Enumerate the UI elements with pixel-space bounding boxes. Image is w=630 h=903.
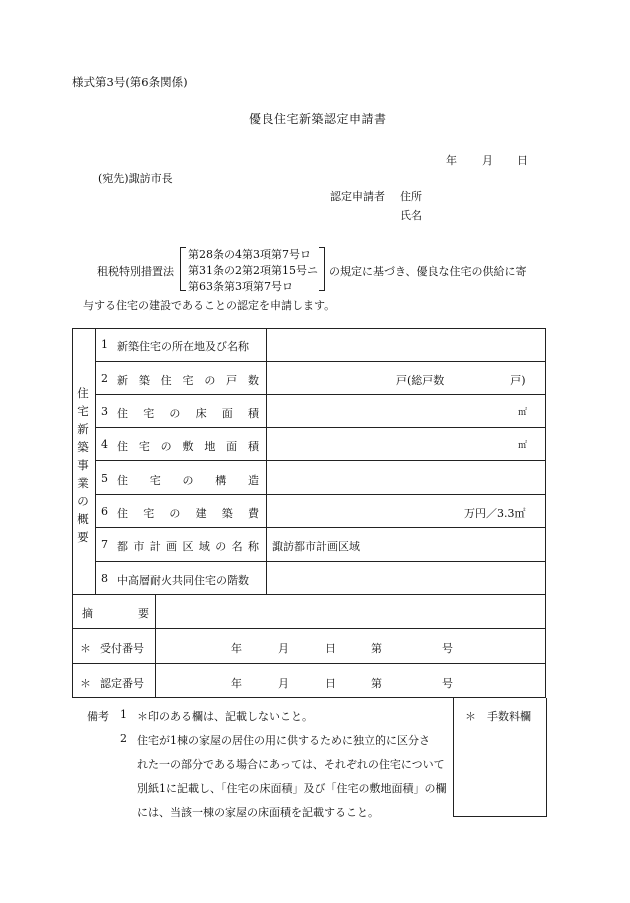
row-divider <box>95 460 546 461</box>
row-number: 8 <box>101 572 108 585</box>
addressee: (宛先)諏訪市長 <box>98 172 173 185</box>
date-day: 日 <box>517 154 528 167</box>
fee-star: ＊ <box>465 710 476 723</box>
row-divider <box>95 561 546 562</box>
receipt-go: 号 <box>442 642 453 655</box>
cert-dai: 第 <box>371 677 382 690</box>
receipt-star: ＊ <box>80 642 91 655</box>
left-bracket <box>180 247 186 291</box>
dwelling-count-value[interactable]: 戸(総戸数 戸) <box>396 374 526 387</box>
row-divider <box>95 361 546 362</box>
remarks-note2-line: 住宅が1棟の家屋の居住の用に供するために独立的に区分さ <box>137 734 430 747</box>
planning-area-value[interactable]: 諏訪都市計画区域 <box>272 540 360 553</box>
law-item-1: 第28条の4第3項第7号ロ <box>188 248 311 261</box>
row-label: 新 築 住 宅 の 戸 数 <box>117 374 259 387</box>
row-number: 3 <box>101 405 108 418</box>
receipt-year: 年 <box>231 642 242 655</box>
cert-label: 認定番号 <box>100 677 144 690</box>
row-number: 4 <box>101 438 108 451</box>
row-number: 6 <box>101 505 108 518</box>
construction-cost-unit[interactable]: 万円／3.3㎡ <box>464 507 526 520</box>
row-label: 中高層耐火共同住宅の階数 <box>117 574 249 587</box>
law-text-after: の規定に基づき、優良な住宅の供給に寄 <box>329 265 527 278</box>
row-number: 1 <box>101 338 108 351</box>
row-divider <box>95 394 546 395</box>
remarks-note1-number: 1 <box>120 708 127 721</box>
remarks-note2-line: 別紙1に記載し、「住宅の床面積」及び「住宅の敷地面積」の欄 <box>137 782 447 795</box>
fee-label: 手数料欄 <box>487 710 531 723</box>
law-text-line2: 与する住宅の建設であることの認定を申請します。 <box>83 299 336 312</box>
floor-area-unit[interactable]: ㎡ <box>518 408 528 418</box>
summary-label-b: 要 <box>138 607 149 620</box>
remarks-note2-line: れた一の部分である場合にあっては、それぞれの住宅について <box>137 758 445 771</box>
section-label-vertical: 住 宅 新 築 事 業 の 概 要 <box>77 386 89 544</box>
col-divider <box>155 594 156 698</box>
remarks-note2-line: には、当該一棟の家屋の床面積を記載すること。 <box>137 806 379 819</box>
row-number: 7 <box>101 538 108 551</box>
row-divider <box>72 628 546 629</box>
receipt-dai: 第 <box>371 642 382 655</box>
receipt-label: 受付番号 <box>100 642 144 655</box>
remarks-note1: ＊印のある欄は、記載しないこと。 <box>137 710 313 723</box>
receipt-day: 日 <box>325 642 336 655</box>
summary-label-a: 摘 <box>82 607 93 620</box>
cert-star: ＊ <box>80 677 91 690</box>
receipt-month: 月 <box>278 642 289 655</box>
col-divider <box>95 328 96 594</box>
law-name: 租税特別措置法 <box>97 265 174 278</box>
remarks-heading: 備考 <box>87 710 109 723</box>
cert-month: 月 <box>278 677 289 690</box>
row-number: 5 <box>101 472 108 485</box>
row-label: 住 宅 の 敷 地 面 積 <box>117 440 259 453</box>
law-item-3: 第63条第3項第7号ロ <box>188 280 293 293</box>
row-number: 2 <box>101 372 108 385</box>
right-bracket <box>319 247 325 291</box>
cert-go: 号 <box>442 677 453 690</box>
col-divider <box>266 328 267 594</box>
row-label: 住 宅 の 床 面 積 <box>117 407 259 420</box>
row-divider <box>95 427 546 428</box>
applicant-name-label: 氏名 <box>400 209 422 222</box>
row-divider <box>95 527 546 528</box>
row-label: 新築住宅の所在地及び名称 <box>117 340 249 353</box>
date-year: 年 <box>446 154 457 167</box>
row-label: 都 市 計 画 区 域 の 名 称 <box>117 540 259 553</box>
cert-year: 年 <box>231 677 242 690</box>
applicant-label: 認定申請者 <box>330 190 385 203</box>
cert-day: 日 <box>325 677 336 690</box>
document-title: 優良住宅新築認定申請書 <box>249 112 387 126</box>
form-id: 様式第3号(第6条関係) <box>72 75 188 89</box>
date-month: 月 <box>482 154 493 167</box>
row-label: 住 宅 の 建 築 費 <box>117 507 259 520</box>
row-divider <box>72 663 546 664</box>
summary-field[interactable] <box>160 598 540 624</box>
row-divider <box>72 594 546 595</box>
remarks-note2-number: 2 <box>120 732 127 745</box>
row-divider <box>95 494 546 495</box>
row-label: 住 宅 の 構 造 <box>117 474 259 487</box>
law-item-2: 第31条の2第2項第15号ニ <box>188 264 318 277</box>
site-area-unit[interactable]: ㎡ <box>518 441 528 451</box>
applicant-address-label: 住所 <box>400 190 422 203</box>
